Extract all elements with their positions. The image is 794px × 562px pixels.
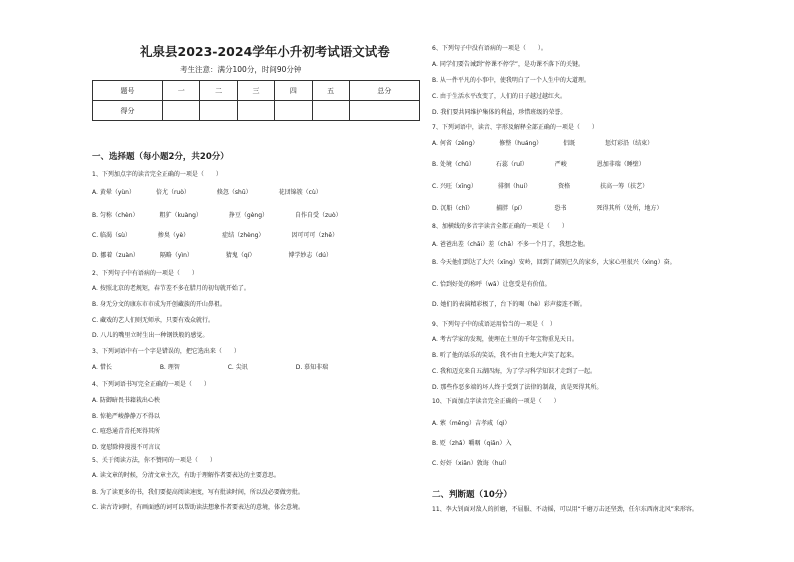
section-heading-choice: 一、选择题（每小题2分，共20分） — [92, 152, 229, 162]
question-line: 5、关于阅读方法，你不赞同的一项是（ ） — [92, 457, 216, 464]
score-header-cell: 题号 — [93, 81, 163, 101]
score-cell[interactable] — [312, 101, 349, 121]
question-line: 4、下列词语书写完全正确的一项是（ ） — [92, 381, 210, 388]
question-line: A. 同学们要告诫到“停课不停学”，是功课不落下的关键。 — [432, 61, 585, 68]
question-line: B. 匀称（chèn） 粗犷（kuàng） 挣豆（gèng） 自作自受（zuò） — [92, 212, 342, 219]
question-line: 8、加横线的多音字读音全都正确的一项是（ ） — [432, 223, 568, 230]
question-line: 1、下列加点字的读音完全正确的一项是（ ） — [92, 171, 222, 178]
question-line: C. 恰到好处的称呼（wā）让您受是有价值。 — [432, 281, 551, 288]
question-line: 6、下列句子中没有语病的一项是（ ）。 — [432, 45, 547, 52]
score-cell[interactable] — [200, 101, 237, 121]
question-line: A. 按照北京的老规矩，春节差不多在腊月的初旬就开始了。 — [92, 285, 250, 292]
question-line: A. 何省（zěng） 修整（huáng） 侣既 惩灯彩沿（结束） — [432, 140, 654, 147]
question-line: B. 惊艳严峻静静万不得以 — [92, 413, 160, 420]
question-line: 10、下面加点字读音完全正确的一项是（ ） — [432, 398, 560, 405]
question-line: 9、下列句子中的成语运用恰当的一项是（ ） — [432, 321, 556, 328]
question-line: B. 贬（zhǎ）嚼咽（qiān）入 — [432, 440, 512, 447]
score-header-cell: 五 — [312, 81, 349, 101]
question-line: B. 听了他的话乐的笑话，我不由自主地大声笑了起来。 — [432, 352, 578, 359]
question-line: C. 喧恐通青青托死得其所 — [92, 428, 161, 435]
question-line: A. 爸爸出差（chāi）差（chā）不多一个月了，我想念他。 — [432, 241, 590, 248]
question-line: D. 她们的表演精彩极了，台下的喝（hè）彩声接连不断。 — [432, 301, 586, 308]
question-line: D. 宽慰除抑漫漫不可言议 — [92, 444, 161, 451]
question-line: A. 考古学家的发现，使埋在土里的千年宝物重见天日。 — [432, 336, 578, 343]
question-line: B. 为了读更多的书，我们要提高阅读速度，写有批读时间，所以没必要做旁批。 — [92, 489, 304, 496]
question-line: A. 萦（měng）吉孝咸（qì） — [432, 420, 511, 427]
score-row-label: 得分 — [93, 101, 163, 121]
question-line: D. 我们要共同维护集体的利益，珍惜班级的荣誉。 — [432, 109, 567, 116]
question-line: 3、下列词语中有一个字是错误的，把它选出来（ ） — [92, 348, 240, 355]
question-line: C. 临渴（sù） 掺臭（yè） 症结（zhèng） 因可可可（zhě） — [92, 232, 339, 239]
question-line: C. 藏戏的艺人们则无师承，只要有戏众就行。 — [92, 317, 215, 324]
question-line: A. 防御暗畏书籍栽出心秧 — [92, 397, 160, 404]
question-11: 11、李大钊面对敌人的折磨，不屈服、不动摇，可以用“千磨万击还坚劲，任尔东西南北风”来形容。 — [432, 506, 698, 513]
question-line: C. 由于生活水平改变了，人们的日子越过越红火。 — [432, 93, 567, 100]
question-line: A. 黄晕（yùn） 倍尤（ruò） 倏忽（shū） 花団锦簇（cù） — [92, 189, 322, 196]
question-line: D. 那些作恶多端的坏人终于受到了法律的制裁，真是死得其所。 — [432, 384, 603, 391]
score-header-cell: 二 — [200, 81, 237, 101]
score-header-cell: 总分 — [349, 81, 419, 101]
score-table-header-row — [93, 81, 420, 101]
question-line: 2、下列句子中有语病的一项是（ ） — [92, 270, 198, 277]
page-title: 礼泉县2023-2024学年小升初考试语文试卷 — [140, 44, 390, 59]
question-line: B. 从一件平凡的小事中，使我明白了一个人生中的大道理。 — [432, 77, 590, 84]
score-header-cell: 三 — [237, 81, 274, 101]
score-cell[interactable] — [349, 101, 419, 121]
question-line: A. 惜长 B. 理智 C. 尖讯 D. 慕知非瑞 — [92, 364, 329, 371]
question-line: C. 读古诗词时，有画面感的词可以帮助读法想象作者要表达的意境，体会意境。 — [92, 504, 305, 511]
question-line: A. 读文章的时候，分清文章主次，有助于理解作者要表达的主要意思。 — [92, 472, 280, 479]
question-line: B. 处境（chǔ） 石蕊（ruǐ） 严峻 恩加非瑞（睡壁） — [432, 161, 645, 168]
score-cell[interactable] — [275, 101, 312, 121]
question-line: B. 身无分文的康东市市成为开创藏族的开山鼻祖。 — [92, 301, 226, 308]
question-line: D. 沉船（chǐ） 捕胖（pí） 恐书 死得其所（处所，地方） — [432, 205, 663, 212]
section-heading-judgment: 二、判断题（10分） — [432, 490, 512, 500]
question-line: D. 挪着（zuàn） 隔略（yìn） 猜鬼（qí） 博学妙志（dú） — [92, 252, 332, 259]
question-line: D. 八儿的嘴里立时生出一种钢铁般的感觉。 — [92, 332, 209, 339]
exam-notice: 考生注意：满分100分，时间90分钟 — [180, 65, 302, 74]
score-cell[interactable] — [237, 101, 274, 121]
score-table — [92, 80, 420, 121]
score-cell[interactable] — [163, 101, 200, 121]
question-line: C. 我和迈克来自五湖四海，为了学习科学知识才走到了一起。 — [432, 368, 597, 375]
score-header-cell: 四 — [275, 81, 312, 101]
question-line: B. 今天他们到达了大兴（xīng）安岭，回到了阔别已久的家乡，大家心里很兴（xìng）奋。 — [432, 259, 676, 266]
question-line: 7、下列词语中，读音、字形及解释全部正确的一项是（ ） — [432, 124, 598, 131]
score-header-cell: 一 — [163, 81, 200, 101]
question-line: C. 好奸（xiān）敦诲（huí） — [432, 460, 510, 467]
score-table-score-row — [93, 101, 420, 121]
question-line: C. 兴旺（xīng） 徘徊（huí） 资格 扶高一筹（扶艺） — [432, 183, 649, 190]
